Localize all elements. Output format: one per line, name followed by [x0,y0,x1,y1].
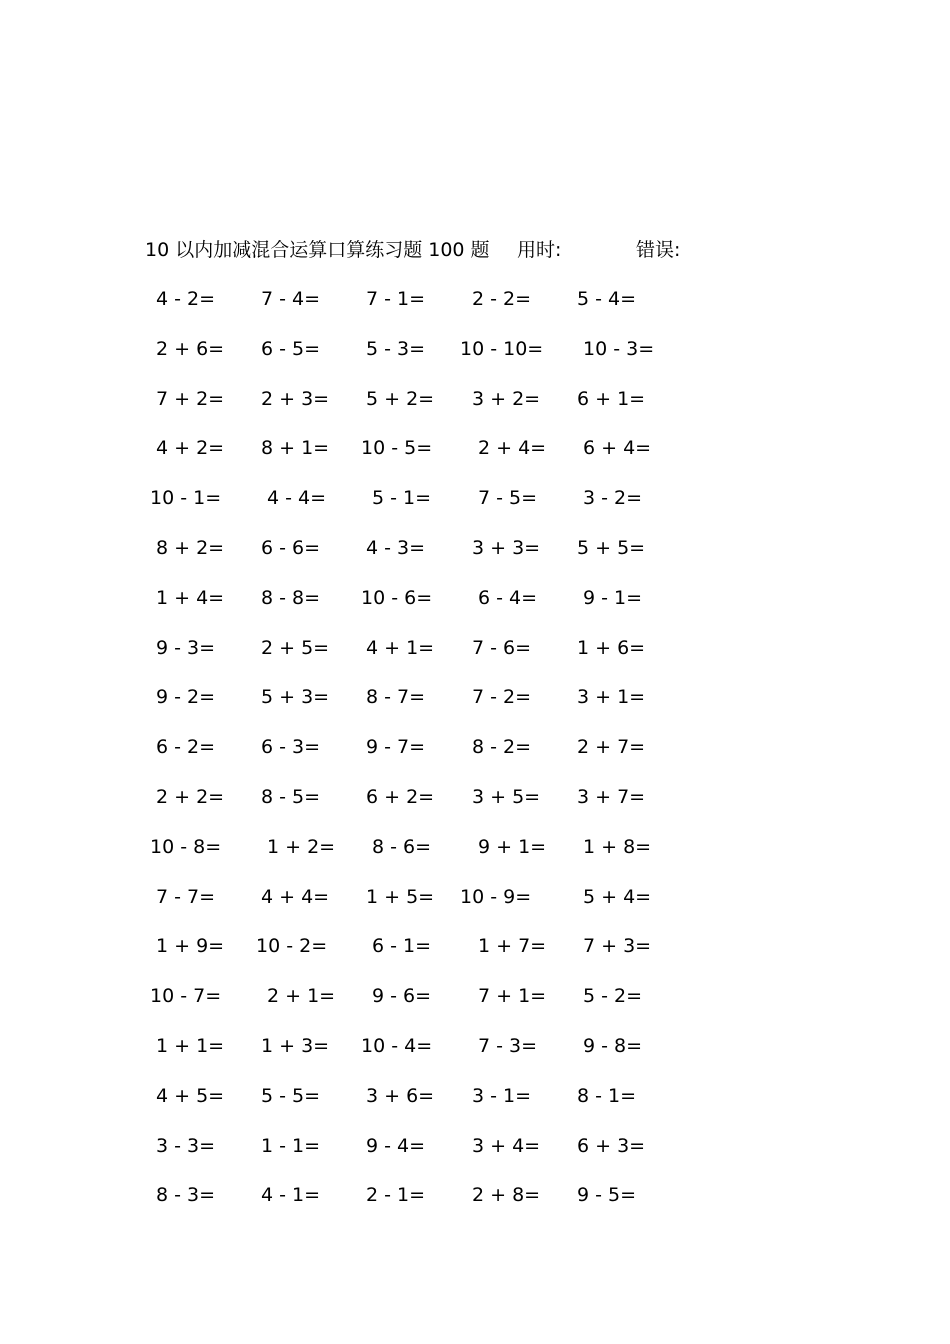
problem-item: 9 - 3= [156,636,216,659]
problem-item: 1 + 4= [156,586,225,609]
problem-item: 8 - 5= [261,785,321,808]
problem-item: 6 + 4= [583,437,652,460]
problem-item: 7 - 1= [366,288,426,310]
problem-item: 2 - 2= [472,288,532,310]
problem-item: 7 + 2= [156,387,225,410]
problem-item: 2 + 6= [156,337,225,360]
problem-row [0,1083,950,1133]
problem-item: 10 - 5= [361,437,433,460]
problem-item: 4 - 1= [261,1184,321,1207]
problem-item: 6 + 1= [577,387,646,410]
problem-grid [0,286,950,1232]
problem-item: 4 - 2= [156,288,216,310]
problem-item: 9 - 5= [577,1184,637,1207]
problem-item: 2 + 5= [261,636,330,659]
problem-item: 9 - 8= [583,1034,643,1057]
problem-item: 6 - 2= [156,736,216,759]
problem-item: 2 + 4= [478,437,547,460]
problem-row [0,1133,950,1183]
problem-row [0,485,950,535]
problem-item: 9 - 4= [366,1134,426,1157]
problem-item: 1 + 6= [577,636,646,659]
problem-row [0,585,950,635]
problem-row [0,983,950,1033]
problem-row [0,435,950,485]
problem-row [0,336,950,386]
problem-item: 8 - 8= [261,586,321,609]
problem-item: 1 + 1= [156,1034,225,1057]
problem-item: 5 - 1= [372,487,432,510]
problem-row [0,684,950,734]
problem-item: 5 + 2= [366,387,435,410]
problem-row [0,734,950,784]
problem-item: 5 - 3= [366,337,426,360]
problem-item: 3 - 1= [472,1084,532,1107]
problem-item: 9 - 6= [372,985,432,1008]
problem-row [0,635,950,685]
errors-label: 错误: [636,239,681,261]
problem-row [0,535,950,585]
problem-item: 5 + 5= [577,536,646,559]
problem-item: 2 + 8= [472,1184,541,1207]
problem-item: 10 - 1= [150,487,222,510]
problem-item: 10 - 3= [583,337,655,360]
problem-item: 7 - 6= [472,636,532,659]
problem-item: 7 - 7= [156,885,216,908]
problem-item: 4 + 5= [156,1084,225,1107]
problem-row [0,784,950,834]
problem-item: 6 - 5= [261,337,321,360]
worksheet-header [0,236,950,264]
problem-row [0,834,950,884]
problem-item: 4 - 3= [366,536,426,559]
time-label: 用时: [517,239,562,261]
problem-item: 5 - 5= [261,1084,321,1107]
problem-item: 3 + 4= [472,1134,541,1157]
problem-item: 3 + 1= [577,686,646,709]
problem-item: 8 - 2= [472,736,532,759]
problem-item: 3 + 3= [472,536,541,559]
problem-row [0,286,950,336]
problem-item: 3 + 5= [472,785,541,808]
problem-row [0,933,950,983]
problem-item: 9 - 7= [366,736,426,759]
problem-item: 6 - 1= [372,935,432,958]
problem-item: 2 + 7= [577,736,646,759]
problem-item: 2 + 2= [156,785,225,808]
problem-item: 3 + 2= [472,387,541,410]
problem-item: 7 - 3= [478,1034,538,1057]
problem-item: 7 - 4= [261,288,321,310]
problem-item: 4 - 4= [267,487,327,510]
problem-item: 10 - 6= [361,586,433,609]
problem-item: 1 + 8= [583,835,652,858]
problem-item: 6 - 6= [261,536,321,559]
problem-item: 10 - 4= [361,1034,433,1057]
problem-item: 3 - 2= [583,487,643,510]
problem-item: 6 + 3= [577,1134,646,1157]
problem-item: 7 - 5= [478,487,538,510]
problem-item: 1 + 3= [261,1034,330,1057]
problem-item: 8 - 1= [577,1084,637,1107]
problem-item: 5 - 4= [577,288,637,310]
problem-item: 6 + 2= [366,785,435,808]
problem-item: 10 - 7= [150,985,222,1008]
problem-item: 3 - 3= [156,1134,216,1157]
problem-item: 6 - 3= [261,736,321,759]
problem-item: 6 - 4= [478,586,538,609]
problem-row [0,386,950,436]
problem-item: 8 - 7= [366,686,426,709]
problem-row [0,884,950,934]
problem-item: 5 + 4= [583,885,652,908]
problem-item: 10 - 9= [460,885,532,908]
problem-item: 7 - 2= [472,686,532,709]
problem-item: 2 - 1= [366,1184,426,1207]
problem-item: 1 + 9= [156,935,225,958]
problem-item: 10 - 10= [460,337,544,360]
problem-item: 8 - 6= [372,835,432,858]
problem-item: 8 + 1= [261,437,330,460]
problem-item: 7 + 3= [583,935,652,958]
problem-item: 9 - 1= [583,586,643,609]
problem-item: 5 + 3= [261,686,330,709]
problem-item: 10 - 2= [256,935,328,958]
problem-item: 1 + 2= [267,835,336,858]
problem-item: 2 + 1= [267,985,336,1008]
problem-item: 10 - 8= [150,835,222,858]
problem-row [0,1182,950,1232]
problem-item: 1 - 1= [261,1134,321,1157]
problem-item: 4 + 1= [366,636,435,659]
problem-item: 1 + 7= [478,935,547,958]
problem-item: 8 + 2= [156,536,225,559]
problem-item: 1 + 5= [366,885,435,908]
problem-item: 9 + 1= [478,835,547,858]
problem-item: 4 + 4= [261,885,330,908]
problem-row [0,1033,950,1083]
problem-item: 2 + 3= [261,387,330,410]
problem-item: 7 + 1= [478,985,547,1008]
problem-item: 8 - 3= [156,1184,216,1207]
problem-item: 5 - 2= [583,985,643,1008]
problem-item: 4 + 2= [156,437,225,460]
problem-item: 3 + 6= [366,1084,435,1107]
problem-item: 9 - 2= [156,686,216,709]
problem-item: 3 + 7= [577,785,646,808]
worksheet-title: 10 以内加减混合运算口算练习题 100 题 [145,239,490,261]
